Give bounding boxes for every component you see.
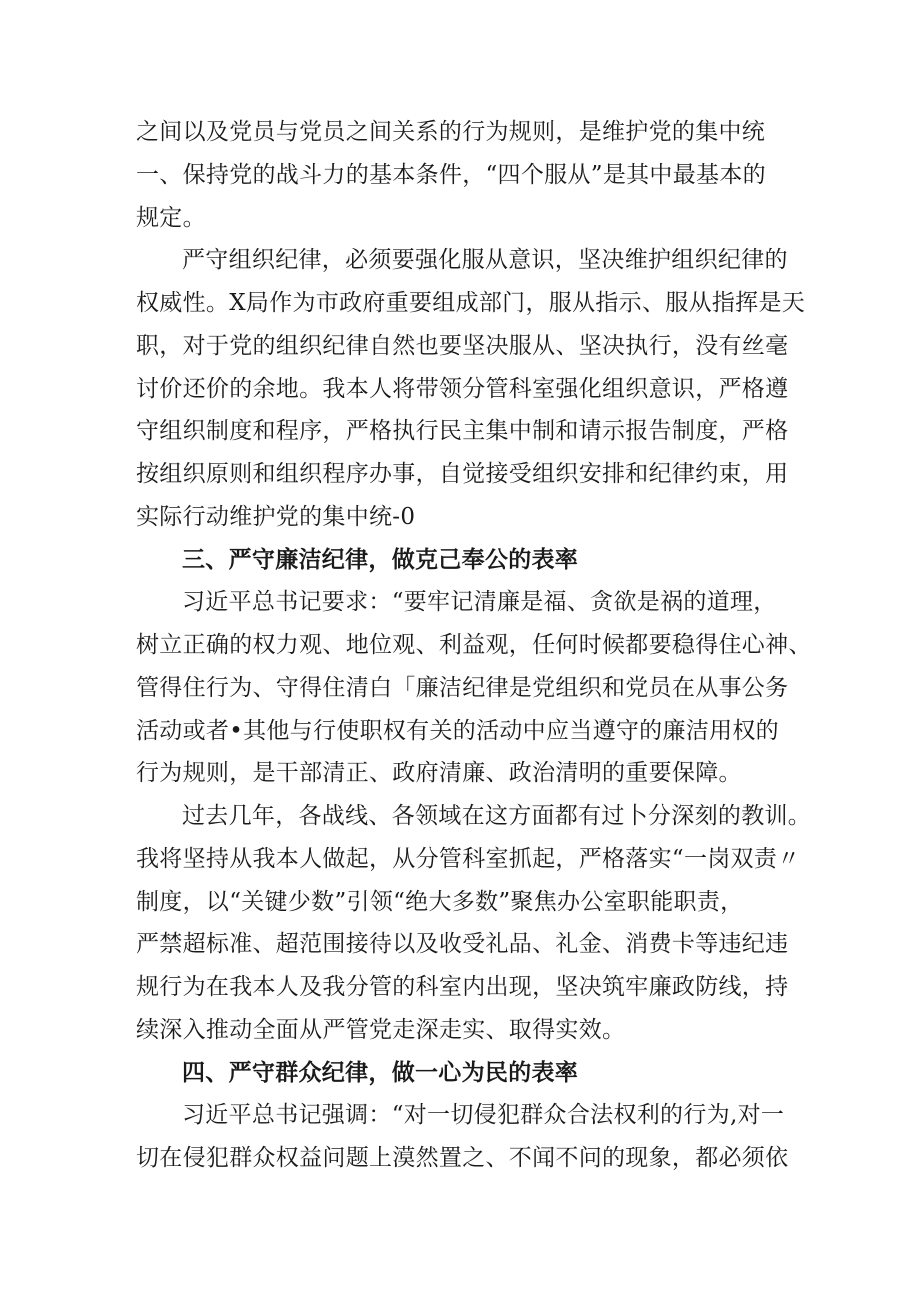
text-line: 按组织原则和组织程序办事，自觉接受组织安排和纪律约束，用 (136, 461, 789, 487)
section-heading-3: 三、严守廉洁纪律，做克己奉公的表率 (182, 547, 579, 573)
paragraph-start: 严守组织纪律，必须要强化服从意识，坚决维护组织纪律的 (182, 247, 788, 273)
text-line: 管得住行为、守得住清白「廉洁纪律是党组织和党员在从事公务 (136, 675, 789, 701)
paragraph-start: 过去几年，各战线、各领域在这方面都有过卜分深刻的教训。 (182, 803, 812, 829)
text-line: 切在侵犯群众权益问题上漠然置之、不闻不问的现象，都必须依 (136, 1145, 789, 1171)
text-line: 一、保持党的战斗力的基本条件，“四个服从”是其中最基本的 (136, 162, 766, 188)
text-line: 实际行动维护党的集中统-0 (136, 504, 416, 530)
text-line: 权威性。X局作为市政府重要组成部门，服从指示、服从指挥是天 (136, 290, 806, 316)
text-line: 讨价还价的余地。我本人将带领分管科室强化组织意识，严格遵 (136, 376, 789, 402)
text-line: 我将坚持从我本人做起，从分管科室抓起，严格落实“一岗双责〃 (136, 846, 801, 872)
section-heading-4: 四、严守群众纪律，做一心为民的表率 (182, 1060, 579, 1086)
text-line: 规定。 (136, 205, 206, 231)
text-line: 行为规则，是干部清正、政府清廉、政治清明的重要保障。 (136, 760, 742, 786)
paragraph-start: 习近平总书记强调：“对一切侵犯群众合法权利的行为,对一 (182, 1102, 785, 1128)
text-line: 树立正确的权力观、地位观、利益观，任何时候都要稳得住心神、 (136, 632, 812, 658)
text-line: 职，对于党的组织纪律自然也要坚决服从、坚决执行，没有丝毫 (136, 333, 789, 359)
text-line: 严禁超标准、超范围接待以及收受礼品、礼金、消费卡等违纪违 (136, 931, 789, 957)
text-line: 续深入推动全面从严管党走深走实、取得实效。 (136, 1017, 626, 1043)
text-line: 活动或者•其他与行使职权有关的活动中应当遵守的廉洁用权的 (136, 718, 779, 744)
paragraph-start: 习近平总书记要求：“要牢记清廉是福、贪欲是祸的道理， (182, 589, 777, 615)
text-line: 规行为在我本人及我分管的科室内出现，坚决筑牢廉政防线，持 (136, 974, 789, 1000)
text-line: 之间以及党员与党员之间关系的行为规则，是维护党的集中统 (136, 119, 766, 145)
text-line: 制度，以“关键少数”引领“绝大多数”聚焦办公室职能职责， (136, 889, 744, 915)
text-line: 守组织制度和程序，严格执行民主集中制和请示报告制度，严格 (136, 418, 789, 444)
